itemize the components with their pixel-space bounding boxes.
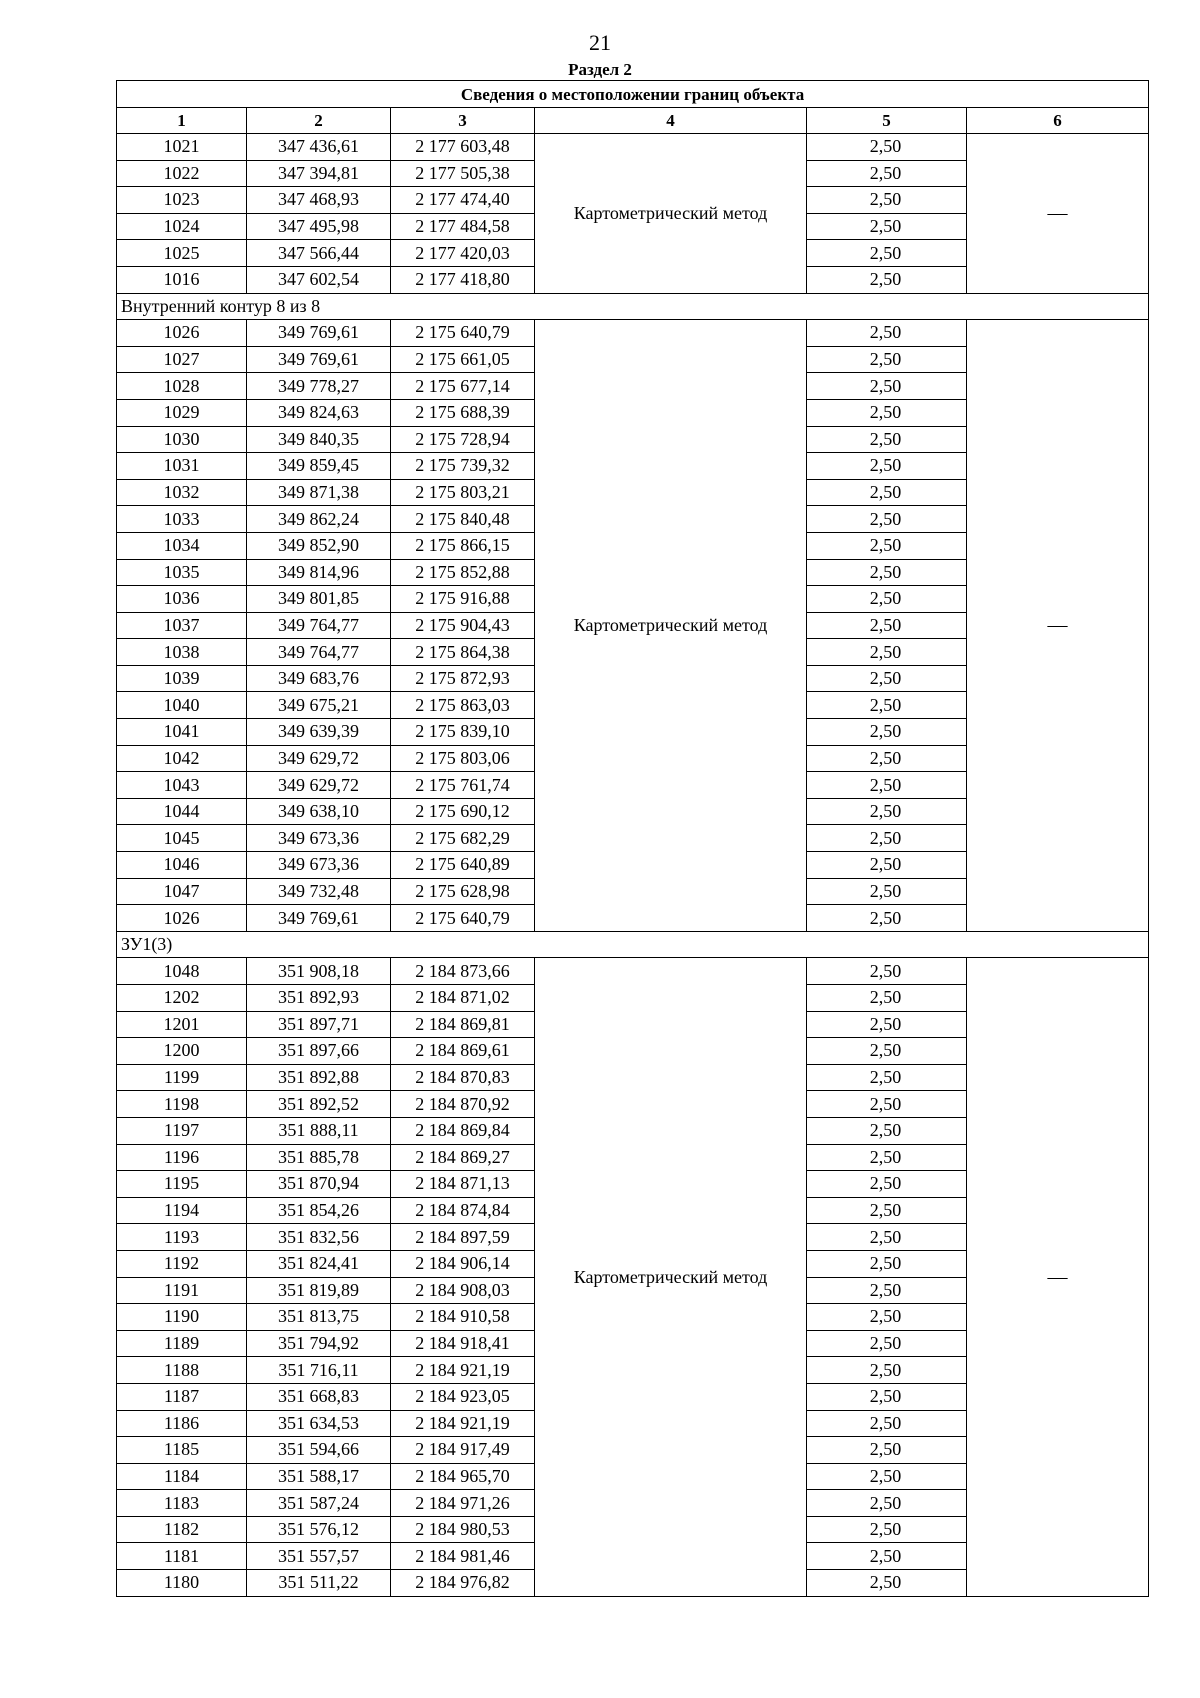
contour-label-row [117, 293, 1149, 320]
accuracy-cell: 2,50 [807, 1197, 967, 1224]
point-number-cell: 1039 [117, 665, 247, 692]
accuracy-cell: 2,50 [807, 985, 967, 1012]
accuracy-cell: 2,50 [807, 1357, 967, 1384]
accuracy-cell: 2,50 [807, 1144, 967, 1171]
contour-label-row [117, 931, 1149, 958]
x-coordinate-cell: 349 639,39 [247, 719, 391, 746]
accuracy-cell: 2,50 [807, 373, 967, 400]
accuracy-cell: 2,50 [807, 346, 967, 373]
y-coordinate-cell: 2 184 869,81 [391, 1011, 535, 1038]
x-coordinate-cell: 351 576,12 [247, 1516, 391, 1543]
x-coordinate-cell: 351 892,93 [247, 985, 391, 1012]
accuracy-cell: 2,50 [807, 1490, 967, 1517]
accuracy-cell: 2,50 [807, 905, 967, 932]
point-number-cell: 1040 [117, 692, 247, 719]
accuracy-cell: 2,50 [807, 719, 967, 746]
y-coordinate-cell: 2 175 640,79 [391, 320, 535, 347]
y-coordinate-cell: 2 175 761,74 [391, 772, 535, 799]
table-caption-row [117, 81, 1149, 108]
y-coordinate-cell: 2 184 980,53 [391, 1516, 535, 1543]
point-number-cell: 1192 [117, 1250, 247, 1277]
accuracy-cell: 2,50 [807, 1304, 967, 1331]
y-coordinate-cell: 2 184 965,70 [391, 1463, 535, 1490]
accuracy-cell: 2,50 [807, 1011, 967, 1038]
column-header: 3 [391, 108, 535, 134]
y-coordinate-cell: 2 184 917,49 [391, 1437, 535, 1464]
point-number-cell: 1030 [117, 426, 247, 453]
y-coordinate-cell: 2 175 866,15 [391, 532, 535, 559]
accuracy-cell: 2,50 [807, 399, 967, 426]
col6-dash-cell: — [967, 320, 1149, 932]
x-coordinate-cell: 351 892,88 [247, 1064, 391, 1091]
point-number-cell: 1044 [117, 798, 247, 825]
x-coordinate-cell: 349 769,61 [247, 346, 391, 373]
x-coordinate-cell: 351 870,94 [247, 1171, 391, 1198]
x-coordinate-cell: 351 813,75 [247, 1304, 391, 1331]
accuracy-cell: 2,50 [807, 665, 967, 692]
point-number-cell: 1022 [117, 160, 247, 187]
x-coordinate-cell: 351 892,52 [247, 1091, 391, 1118]
y-coordinate-cell: 2 175 863,03 [391, 692, 535, 719]
y-coordinate-cell: 2 175 904,43 [391, 612, 535, 639]
contour-label: ЗУ1(3) [117, 931, 1149, 958]
point-number-cell: 1027 [117, 346, 247, 373]
x-coordinate-cell: 347 495,98 [247, 213, 391, 240]
x-coordinate-cell: 349 778,27 [247, 373, 391, 400]
accuracy-cell: 2,50 [807, 134, 967, 161]
y-coordinate-cell: 2 177 420,03 [391, 240, 535, 267]
accuracy-cell: 2,50 [807, 426, 967, 453]
y-coordinate-cell: 2 184 871,13 [391, 1171, 535, 1198]
point-number-cell: 1032 [117, 479, 247, 506]
x-coordinate-cell: 349 769,61 [247, 320, 391, 347]
point-number-cell: 1029 [117, 399, 247, 426]
y-coordinate-cell: 2 175 688,39 [391, 399, 535, 426]
accuracy-cell: 2,50 [807, 745, 967, 772]
point-number-cell: 1180 [117, 1570, 247, 1597]
x-coordinate-cell: 351 819,89 [247, 1277, 391, 1304]
point-number-cell: 1042 [117, 745, 247, 772]
accuracy-cell: 2,50 [807, 639, 967, 666]
accuracy-cell: 2,50 [807, 1038, 967, 1065]
y-coordinate-cell: 2 175 677,14 [391, 373, 535, 400]
y-coordinate-cell: 2 175 661,05 [391, 346, 535, 373]
x-coordinate-cell: 351 897,66 [247, 1038, 391, 1065]
y-coordinate-cell: 2 184 971,26 [391, 1490, 535, 1517]
x-coordinate-cell: 351 511,22 [247, 1570, 391, 1597]
x-coordinate-cell: 347 566,44 [247, 240, 391, 267]
point-number-cell: 1021 [117, 134, 247, 161]
point-number-cell: 1196 [117, 1144, 247, 1171]
y-coordinate-cell: 2 184 870,83 [391, 1064, 535, 1091]
accuracy-cell: 2,50 [807, 1250, 967, 1277]
y-coordinate-cell: 2 184 871,02 [391, 985, 535, 1012]
method-cell: Картометрический метод [535, 958, 807, 1596]
accuracy-cell: 2,50 [807, 240, 967, 267]
accuracy-cell: 2,50 [807, 1570, 967, 1597]
accuracy-cell: 2,50 [807, 798, 967, 825]
x-coordinate-cell: 349 673,36 [247, 852, 391, 879]
x-coordinate-cell: 349 638,10 [247, 798, 391, 825]
point-number-cell: 1041 [117, 719, 247, 746]
accuracy-cell: 2,50 [807, 1224, 967, 1251]
y-coordinate-cell: 2 175 739,32 [391, 453, 535, 480]
accuracy-cell: 2,50 [807, 559, 967, 586]
accuracy-cell: 2,50 [807, 1463, 967, 1490]
point-number-cell: 1047 [117, 878, 247, 905]
point-number-cell: 1026 [117, 320, 247, 347]
accuracy-cell: 2,50 [807, 187, 967, 214]
table-row [117, 134, 1149, 161]
y-coordinate-cell: 2 175 864,38 [391, 639, 535, 666]
point-number-cell: 1201 [117, 1011, 247, 1038]
x-coordinate-cell: 349 675,21 [247, 692, 391, 719]
y-coordinate-cell: 2 184 981,46 [391, 1543, 535, 1570]
x-coordinate-cell: 351 668,83 [247, 1383, 391, 1410]
column-header: 4 [535, 108, 807, 134]
y-coordinate-cell: 2 175 628,98 [391, 878, 535, 905]
point-number-cell: 1036 [117, 586, 247, 613]
y-coordinate-cell: 2 175 803,21 [391, 479, 535, 506]
x-coordinate-cell: 349 673,36 [247, 825, 391, 852]
y-coordinate-cell: 2 177 603,48 [391, 134, 535, 161]
point-number-cell: 1026 [117, 905, 247, 932]
point-number-cell: 1033 [117, 506, 247, 533]
point-number-cell: 1200 [117, 1038, 247, 1065]
method-cell: Картометрический метод [535, 134, 807, 294]
point-number-cell: 1183 [117, 1490, 247, 1517]
point-number-cell: 1016 [117, 266, 247, 293]
table-body [117, 81, 1149, 1597]
point-number-cell: 1034 [117, 532, 247, 559]
accuracy-cell: 2,50 [807, 1383, 967, 1410]
column-number-row [117, 108, 1149, 134]
point-number-cell: 1037 [117, 612, 247, 639]
y-coordinate-cell: 2 177 474,40 [391, 187, 535, 214]
point-number-cell: 1024 [117, 213, 247, 240]
point-number-cell: 1194 [117, 1197, 247, 1224]
x-coordinate-cell: 349 852,90 [247, 532, 391, 559]
table-caption: Сведения о местоположении границ объекта [117, 81, 1149, 108]
point-number-cell: 1045 [117, 825, 247, 852]
y-coordinate-cell: 2 184 908,03 [391, 1277, 535, 1304]
point-number-cell: 1202 [117, 985, 247, 1012]
point-number-cell: 1038 [117, 639, 247, 666]
x-coordinate-cell: 351 634,53 [247, 1410, 391, 1437]
x-coordinate-cell: 351 854,26 [247, 1197, 391, 1224]
y-coordinate-cell: 2 175 640,89 [391, 852, 535, 879]
accuracy-cell: 2,50 [807, 1117, 967, 1144]
point-number-cell: 1187 [117, 1383, 247, 1410]
accuracy-cell: 2,50 [807, 1437, 967, 1464]
x-coordinate-cell: 347 468,93 [247, 187, 391, 214]
x-coordinate-cell: 349 859,45 [247, 453, 391, 480]
point-number-cell: 1189 [117, 1330, 247, 1357]
x-coordinate-cell: 351 588,17 [247, 1463, 391, 1490]
boundaries-table [116, 80, 1149, 1597]
accuracy-cell: 2,50 [807, 612, 967, 639]
accuracy-cell: 2,50 [807, 532, 967, 559]
accuracy-cell: 2,50 [807, 692, 967, 719]
accuracy-cell: 2,50 [807, 160, 967, 187]
accuracy-cell: 2,50 [807, 958, 967, 985]
point-number-cell: 1043 [117, 772, 247, 799]
x-coordinate-cell: 351 897,71 [247, 1011, 391, 1038]
accuracy-cell: 2,50 [807, 506, 967, 533]
accuracy-cell: 2,50 [807, 586, 967, 613]
x-coordinate-cell: 349 629,72 [247, 745, 391, 772]
y-coordinate-cell: 2 184 918,41 [391, 1330, 535, 1357]
x-coordinate-cell: 351 908,18 [247, 958, 391, 985]
accuracy-cell: 2,50 [807, 878, 967, 905]
x-coordinate-cell: 349 764,77 [247, 639, 391, 666]
y-coordinate-cell: 2 184 897,59 [391, 1224, 535, 1251]
accuracy-cell: 2,50 [807, 453, 967, 480]
column-header: 1 [117, 108, 247, 134]
point-number-cell: 1025 [117, 240, 247, 267]
y-coordinate-cell: 2 175 728,94 [391, 426, 535, 453]
x-coordinate-cell: 351 587,24 [247, 1490, 391, 1517]
page-number: 21 [589, 30, 611, 55]
x-coordinate-cell: 351 885,78 [247, 1144, 391, 1171]
x-coordinate-cell: 349 862,24 [247, 506, 391, 533]
point-number-cell: 1181 [117, 1543, 247, 1570]
x-coordinate-cell: 349 801,85 [247, 586, 391, 613]
y-coordinate-cell: 2 184 869,27 [391, 1144, 535, 1171]
accuracy-cell: 2,50 [807, 320, 967, 347]
accuracy-cell: 2,50 [807, 213, 967, 240]
x-coordinate-cell: 349 732,48 [247, 878, 391, 905]
point-number-cell: 1193 [117, 1224, 247, 1251]
x-coordinate-cell: 351 824,41 [247, 1250, 391, 1277]
y-coordinate-cell: 2 184 906,14 [391, 1250, 535, 1277]
method-cell: Картометрический метод [535, 320, 807, 932]
x-coordinate-cell: 351 716,11 [247, 1357, 391, 1384]
point-number-cell: 1031 [117, 453, 247, 480]
accuracy-cell: 2,50 [807, 772, 967, 799]
point-number-cell: 1184 [117, 1463, 247, 1490]
x-coordinate-cell: 349 683,76 [247, 665, 391, 692]
accuracy-cell: 2,50 [807, 1171, 967, 1198]
section-label: Раздел 2 [568, 60, 632, 79]
point-number-cell: 1188 [117, 1357, 247, 1384]
accuracy-cell: 2,50 [807, 1064, 967, 1091]
y-coordinate-cell: 2 175 872,93 [391, 665, 535, 692]
x-coordinate-cell: 349 824,63 [247, 399, 391, 426]
y-coordinate-cell: 2 184 873,66 [391, 958, 535, 985]
y-coordinate-cell: 2 184 921,19 [391, 1357, 535, 1384]
x-coordinate-cell: 347 602,54 [247, 266, 391, 293]
y-coordinate-cell: 2 175 640,79 [391, 905, 535, 932]
col6-dash-cell: — [967, 958, 1149, 1596]
point-number-cell: 1035 [117, 559, 247, 586]
point-number-cell: 1048 [117, 958, 247, 985]
x-coordinate-cell: 351 832,56 [247, 1224, 391, 1251]
point-number-cell: 1182 [117, 1516, 247, 1543]
x-coordinate-cell: 351 888,11 [247, 1117, 391, 1144]
accuracy-cell: 2,50 [807, 1091, 967, 1118]
point-number-cell: 1046 [117, 852, 247, 879]
y-coordinate-cell: 2 175 682,29 [391, 825, 535, 852]
accuracy-cell: 2,50 [807, 266, 967, 293]
y-coordinate-cell: 2 184 874,84 [391, 1197, 535, 1224]
table-row [117, 958, 1149, 985]
point-number-cell: 1197 [117, 1117, 247, 1144]
accuracy-cell: 2,50 [807, 1330, 967, 1357]
y-coordinate-cell: 2 177 484,58 [391, 213, 535, 240]
x-coordinate-cell: 347 436,61 [247, 134, 391, 161]
x-coordinate-cell: 347 394,81 [247, 160, 391, 187]
column-header: 5 [807, 108, 967, 134]
y-coordinate-cell: 2 175 852,88 [391, 559, 535, 586]
point-number-cell: 1186 [117, 1410, 247, 1437]
point-number-cell: 1190 [117, 1304, 247, 1331]
y-coordinate-cell: 2 184 910,58 [391, 1304, 535, 1331]
x-coordinate-cell: 349 871,38 [247, 479, 391, 506]
point-number-cell: 1195 [117, 1171, 247, 1198]
table-row [117, 320, 1149, 347]
y-coordinate-cell: 2 175 840,48 [391, 506, 535, 533]
accuracy-cell: 2,50 [807, 479, 967, 506]
column-header: 2 [247, 108, 391, 134]
point-number-cell: 1199 [117, 1064, 247, 1091]
y-coordinate-cell: 2 184 921,19 [391, 1410, 535, 1437]
contour-label: Внутренний контур 8 из 8 [117, 293, 1149, 320]
y-coordinate-cell: 2 177 505,38 [391, 160, 535, 187]
y-coordinate-cell: 2 184 869,61 [391, 1038, 535, 1065]
y-coordinate-cell: 2 184 976,82 [391, 1570, 535, 1597]
y-coordinate-cell: 2 177 418,80 [391, 266, 535, 293]
y-coordinate-cell: 2 184 923,05 [391, 1383, 535, 1410]
point-number-cell: 1198 [117, 1091, 247, 1118]
x-coordinate-cell: 351 794,92 [247, 1330, 391, 1357]
accuracy-cell: 2,50 [807, 1543, 967, 1570]
accuracy-cell: 2,50 [807, 1410, 967, 1437]
x-coordinate-cell: 351 594,66 [247, 1437, 391, 1464]
col6-dash-cell: — [967, 134, 1149, 294]
y-coordinate-cell: 2 175 690,12 [391, 798, 535, 825]
x-coordinate-cell: 351 557,57 [247, 1543, 391, 1570]
x-coordinate-cell: 349 629,72 [247, 772, 391, 799]
point-number-cell: 1023 [117, 187, 247, 214]
y-coordinate-cell: 2 175 839,10 [391, 719, 535, 746]
column-header: 6 [967, 108, 1149, 134]
y-coordinate-cell: 2 184 869,84 [391, 1117, 535, 1144]
x-coordinate-cell: 349 814,96 [247, 559, 391, 586]
x-coordinate-cell: 349 840,35 [247, 426, 391, 453]
x-coordinate-cell: 349 764,77 [247, 612, 391, 639]
y-coordinate-cell: 2 184 870,92 [391, 1091, 535, 1118]
accuracy-cell: 2,50 [807, 852, 967, 879]
point-number-cell: 1185 [117, 1437, 247, 1464]
accuracy-cell: 2,50 [807, 1277, 967, 1304]
accuracy-cell: 2,50 [807, 1516, 967, 1543]
y-coordinate-cell: 2 175 803,06 [391, 745, 535, 772]
y-coordinate-cell: 2 175 916,88 [391, 586, 535, 613]
point-number-cell: 1028 [117, 373, 247, 400]
point-number-cell: 1191 [117, 1277, 247, 1304]
accuracy-cell: 2,50 [807, 825, 967, 852]
x-coordinate-cell: 349 769,61 [247, 905, 391, 932]
